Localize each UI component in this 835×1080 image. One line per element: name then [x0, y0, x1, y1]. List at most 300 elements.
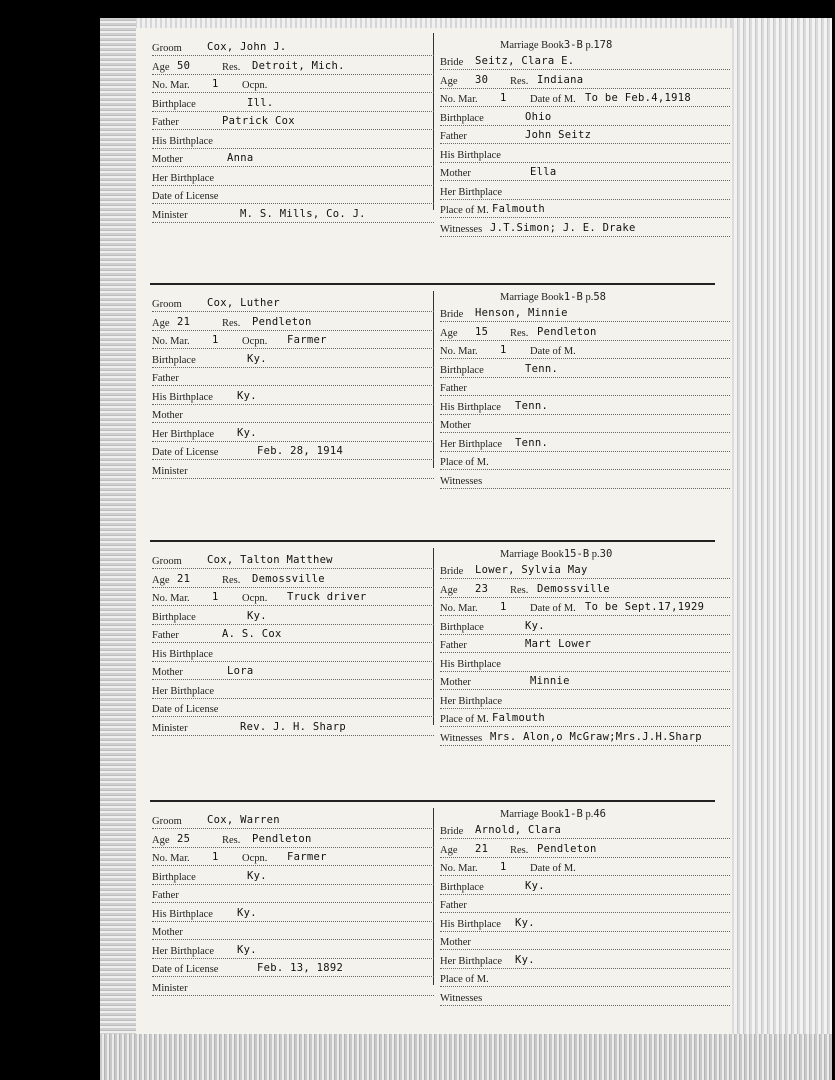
bride-no-mar-value: 1 [500, 601, 507, 613]
bride-field-row [440, 474, 730, 492]
groom-field-row [152, 591, 434, 609]
groom-field-row [152, 647, 434, 665]
field-label: Her Birthplace [440, 186, 503, 198]
bride-no-mar-value: 1 [500, 861, 507, 873]
page-label: p. [591, 549, 600, 560]
groom-field-row [152, 152, 434, 170]
bride-witnesses-value: Mrs. Alon,o McGraw;Mrs.J.H.Sharp [490, 730, 702, 743]
bride-field-row [440, 326, 730, 344]
field-label: His Birthplace [440, 918, 501, 930]
field-label: Res. [510, 75, 529, 87]
groom-field-row [152, 408, 434, 426]
field-label: His Birthplace [440, 658, 501, 670]
groom-field-row [152, 573, 434, 591]
card-separator-line [150, 540, 715, 542]
field-label: Res. [222, 574, 241, 586]
dotted-rule [152, 605, 434, 606]
bride-mother-value: Ella [530, 166, 557, 178]
dotted-rule [152, 311, 434, 312]
groom-field-row [152, 97, 434, 115]
groom-field-row [152, 684, 434, 702]
groom-birthplace-value: Ky. [247, 609, 267, 622]
dotted-rule [152, 828, 434, 829]
groom-his-birthplace-value: Ky. [237, 389, 257, 402]
dotted-rule [440, 432, 730, 433]
groom-res-value: Demossville [252, 572, 325, 585]
field-label: Father [152, 373, 179, 384]
groom-res-value: Pendleton [252, 832, 312, 845]
scan-edge-left [100, 18, 136, 1080]
field-label: Birthplace [152, 871, 196, 883]
bride-field-row [440, 92, 730, 110]
dotted-rule [152, 587, 434, 588]
bride-birthplace-value: Tenn. [525, 362, 559, 375]
groom-no-mar-value: 1 [212, 334, 219, 346]
card-separator-line [150, 800, 715, 802]
marriage-book-ref [500, 291, 606, 303]
dotted-rule [440, 106, 730, 107]
dotted-rule [152, 55, 434, 56]
bride-field-row [440, 675, 730, 693]
bride-res-value: Pendleton [537, 325, 597, 338]
groom-name-value: Cox, Warren [207, 814, 280, 826]
dotted-rule [152, 642, 434, 643]
field-label: No. Mar. [152, 80, 190, 91]
groom-minister-value: Rev. J. H. Sharp [240, 720, 346, 733]
bride-name-value: Seitz, Clara E. [475, 55, 575, 67]
field-label: Place of M. [440, 457, 489, 468]
bride-field-row [440, 972, 730, 990]
dotted-rule [440, 488, 730, 489]
dotted-rule [440, 358, 730, 359]
field-label: Father [152, 630, 179, 641]
dotted-rule [152, 939, 434, 940]
bride-birthplace-value: Ky. [525, 879, 545, 892]
groom-minister-value: M. S. Mills, Co. J. [240, 207, 366, 220]
field-label: No. Mar. [152, 853, 190, 864]
bride-field-row [440, 166, 730, 184]
groom-field-row [152, 60, 434, 78]
marriage-book-ref [500, 548, 612, 560]
dotted-rule [152, 679, 434, 680]
bride-field-row [440, 185, 730, 203]
groom-field-row [152, 851, 434, 869]
dotted-rule [152, 367, 434, 368]
field-label: Age [152, 834, 170, 846]
bride-field-row [440, 712, 730, 730]
field-label: Ocpn. [242, 80, 268, 91]
bride-her-birthplace-value: Tenn. [515, 436, 549, 449]
groom-field-row [152, 870, 434, 888]
groom-field-row [152, 721, 434, 739]
page-label: p. [585, 809, 594, 820]
field-label: No. Mar. [440, 863, 478, 874]
dotted-rule [440, 745, 730, 746]
bride-field-row [440, 694, 730, 712]
dotted-rule [440, 199, 730, 200]
groom-birthplace-value: Ill. [247, 96, 274, 109]
bride-date-of-m-value: To be Sept.17,1929 [585, 601, 705, 613]
bride-field-row [440, 203, 730, 221]
groom-no-mar-value: 1 [212, 851, 219, 863]
field-label: Bride [440, 309, 464, 320]
dotted-rule [152, 166, 434, 167]
marriage-card [150, 800, 715, 1015]
marriage-book-label: Marriage Book [500, 549, 564, 560]
dotted-rule [440, 1005, 730, 1006]
bride-his-birthplace-value: Ky. [515, 916, 535, 929]
field-label: No. Mar. [440, 346, 478, 357]
bride-name-value: Arnold, Clara [475, 824, 562, 836]
page-value: 30 [599, 548, 613, 560]
groom-field-row [152, 907, 434, 925]
dotted-rule [152, 921, 434, 922]
dotted-rule [152, 111, 434, 112]
field-label: Father [152, 890, 179, 901]
dotted-rule [440, 597, 730, 598]
field-label: No. Mar. [152, 336, 190, 347]
groom-ocpn-value: Farmer [287, 334, 327, 346]
field-label: Mother [152, 667, 183, 678]
field-label: His Birthplace [152, 908, 213, 920]
bride-age-value: 30 [475, 73, 489, 86]
field-label: Date of License [152, 191, 219, 202]
field-label: Groom [152, 299, 182, 310]
field-label: Age [440, 844, 458, 856]
groom-field-row [152, 665, 434, 683]
dotted-rule [152, 148, 434, 149]
dotted-rule [152, 478, 434, 479]
field-label: Res. [222, 834, 241, 846]
field-label: Place of M. [440, 714, 489, 725]
field-label: Res. [222, 317, 241, 329]
dotted-rule [440, 634, 730, 635]
bride-field-row [440, 731, 730, 749]
field-label: Father [440, 383, 467, 394]
field-label: Mother [440, 677, 471, 688]
dotted-rule [440, 652, 730, 653]
groom-field-row [152, 554, 434, 572]
page-label: p. [585, 292, 594, 303]
dotted-rule [152, 976, 434, 977]
bride-father-value: John Seitz [525, 129, 592, 141]
field-label: Mother [152, 154, 183, 165]
bride-field-row [440, 824, 730, 842]
groom-age-value: 25 [177, 832, 191, 845]
dotted-rule [440, 451, 730, 452]
dotted-rule [152, 884, 434, 885]
groom-age-value: 21 [177, 315, 191, 328]
groom-birthplace-value: Ky. [247, 869, 267, 882]
field-label: Age [152, 574, 170, 586]
dotted-rule [152, 902, 434, 903]
bride-field-row [440, 917, 730, 935]
page-value: 58 [593, 291, 606, 303]
dotted-rule [440, 321, 730, 322]
field-label: His Birthplace [152, 648, 213, 660]
marriage-card [150, 283, 715, 498]
groom-field-row [152, 390, 434, 408]
groom-her-birthplace-value: Ky. [237, 426, 257, 439]
marriage-card [150, 540, 715, 755]
bride-name-value: Lower, Sylvia May [475, 564, 588, 576]
bride-name-value: Henson, Minnie [475, 307, 568, 319]
dotted-rule [440, 69, 730, 70]
field-label: Witnesses [440, 992, 483, 1004]
groom-field-row [152, 316, 434, 334]
field-label: Date of M. [530, 94, 576, 105]
field-label: Mother [152, 410, 183, 421]
dotted-rule [152, 422, 434, 423]
groom-field-row [152, 981, 434, 999]
bride-field-row [440, 55, 730, 73]
bride-field-row [440, 898, 730, 916]
bride-field-row [440, 564, 730, 582]
groom-field-row [152, 171, 434, 189]
dotted-rule [152, 698, 434, 699]
groom-her-birthplace-value: Ky. [237, 943, 257, 956]
bride-field-row [440, 935, 730, 953]
groom-field-row [152, 427, 434, 445]
field-label: Date of M. [530, 346, 576, 357]
bride-place-of-m-value: Falmouth [492, 203, 545, 215]
field-label: Birthplace [440, 112, 484, 124]
field-label: Mother [152, 927, 183, 938]
dotted-rule [152, 385, 434, 386]
field-label: Father [152, 117, 179, 128]
dotted-rule [440, 838, 730, 839]
marriage-book-label: Marriage Book [500, 809, 564, 820]
field-label: Birthplace [440, 364, 484, 376]
field-label: Place of M. [440, 205, 489, 216]
groom-field-row [152, 628, 434, 646]
groom-age-value: 21 [177, 572, 191, 585]
field-label: Her Birthplace [440, 955, 503, 967]
field-label: Her Birthplace [440, 438, 503, 450]
groom-no-mar-value: 1 [212, 78, 219, 90]
bride-no-mar-value: 1 [500, 344, 507, 356]
marriage-book-label: Marriage Book [500, 40, 564, 51]
field-label: Age [440, 327, 458, 339]
field-label: Her Birthplace [152, 945, 215, 957]
dotted-rule [440, 912, 730, 913]
marriage-card [150, 25, 715, 240]
field-label: Ocpn. [242, 336, 268, 347]
field-label: Groom [152, 556, 182, 567]
field-label: Bride [440, 566, 464, 577]
groom-ocpn-value: Truck driver [287, 591, 367, 603]
dotted-rule [440, 377, 730, 378]
bride-field-row [440, 455, 730, 473]
page-value: 46 [593, 808, 606, 820]
dotted-rule [440, 875, 730, 876]
groom-name-value: Cox, Luther [207, 297, 280, 309]
field-label: Witnesses [440, 475, 483, 487]
dotted-rule [152, 185, 434, 186]
field-label: Res. [222, 61, 241, 73]
dotted-rule [152, 74, 434, 75]
field-label: Bride [440, 57, 464, 68]
page-value: 178 [593, 39, 613, 51]
dotted-rule [152, 404, 434, 405]
groom-ocpn-value: Farmer [287, 851, 327, 863]
bride-field-row [440, 861, 730, 879]
groom-field-row [152, 464, 434, 482]
groom-mother-value: Anna [227, 152, 254, 164]
groom-field-row [152, 610, 434, 628]
dotted-rule [440, 578, 730, 579]
dotted-rule [440, 671, 730, 672]
bride-res-value: Demossville [537, 582, 610, 595]
field-label: His Birthplace [440, 149, 501, 161]
bride-field-row [440, 129, 730, 147]
groom-date-of-license-value: Feb. 28, 1914 [257, 445, 344, 457]
field-label: Date of License [152, 964, 219, 975]
bride-field-row [440, 583, 730, 601]
dotted-rule [152, 92, 434, 93]
bride-age-value: 21 [475, 842, 489, 855]
groom-field-row [152, 371, 434, 389]
scan-edge-bottom [100, 1034, 832, 1080]
dotted-rule [152, 203, 434, 204]
bride-date-of-m-value: To be Feb.4,1918 [585, 92, 691, 104]
marriage-book-ref [500, 808, 606, 820]
groom-res-value: Detroit, Mich. [252, 59, 345, 72]
bride-field-row [440, 344, 730, 362]
field-label: Birthplace [152, 611, 196, 623]
marriage-book-label: Marriage Book [500, 292, 564, 303]
dotted-rule [440, 414, 730, 415]
field-label: Birthplace [152, 98, 196, 110]
groom-his-birthplace-value: Ky. [237, 906, 257, 919]
groom-field-row [152, 833, 434, 851]
dotted-rule [440, 395, 730, 396]
page-label: p. [585, 40, 594, 51]
groom-field-row [152, 814, 434, 832]
bride-mother-value: Minnie [530, 675, 570, 687]
dotted-rule [440, 162, 730, 163]
dotted-rule [440, 689, 730, 690]
field-label: His Birthplace [152, 135, 213, 147]
dotted-rule [152, 865, 434, 866]
field-label: Mother [440, 937, 471, 948]
dotted-rule [152, 735, 434, 736]
groom-birthplace-value: Ky. [247, 352, 267, 365]
field-label: Bride [440, 826, 464, 837]
dotted-rule [152, 716, 434, 717]
field-label: Res. [510, 327, 529, 339]
field-label: Father [440, 640, 467, 651]
dotted-rule [440, 857, 730, 858]
dotted-rule [440, 708, 730, 709]
bride-his-birthplace-value: Tenn. [515, 399, 549, 412]
dotted-rule [440, 615, 730, 616]
bride-witnesses-value: J.T.Simon; J. E. Drake [490, 221, 636, 234]
field-label: Place of M. [440, 974, 489, 985]
field-label: Age [152, 61, 170, 73]
bride-field-row [440, 381, 730, 399]
groom-field-row [152, 702, 434, 720]
groom-field-row [152, 445, 434, 463]
field-label: Mother [440, 168, 471, 179]
dotted-rule [440, 340, 730, 341]
bride-her-birthplace-value: Ky. [515, 953, 535, 966]
bride-no-mar-value: 1 [500, 92, 507, 104]
field-label: Birthplace [440, 881, 484, 893]
field-label: Her Birthplace [152, 685, 215, 697]
field-label: Res. [510, 844, 529, 856]
groom-field-row [152, 78, 434, 96]
bride-field-row [440, 620, 730, 638]
field-label: Birthplace [440, 621, 484, 633]
bride-field-row [440, 222, 730, 240]
groom-field-row [152, 189, 434, 207]
bride-field-row [440, 74, 730, 92]
bride-field-row [440, 111, 730, 129]
field-label: Date of M. [530, 603, 576, 614]
bride-age-value: 23 [475, 582, 489, 595]
marriage-book-value: 1-B [563, 291, 583, 303]
field-label: Her Birthplace [152, 428, 215, 440]
field-label: Minister [152, 209, 188, 221]
field-label: Father [440, 131, 467, 142]
dotted-rule [440, 236, 730, 237]
groom-field-row [152, 297, 434, 315]
field-label: Groom [152, 816, 182, 827]
dotted-rule [152, 995, 434, 996]
field-label: No. Mar. [440, 94, 478, 105]
groom-field-row [152, 334, 434, 352]
bride-place-of-m-value: Falmouth [492, 712, 545, 724]
marriage-book-value: 1-B [563, 808, 583, 820]
dotted-rule [152, 222, 434, 223]
dotted-rule [440, 88, 730, 89]
dotted-rule [152, 348, 434, 349]
card-separator-line [150, 283, 715, 285]
field-label: Date of M. [530, 863, 576, 874]
dotted-rule [152, 568, 434, 569]
field-label: Groom [152, 43, 182, 54]
groom-father-value: Patrick Cox [222, 115, 295, 127]
dotted-rule [440, 894, 730, 895]
groom-field-row [152, 944, 434, 962]
bride-birthplace-value: Ky. [525, 619, 545, 632]
field-label: Witnesses [440, 732, 483, 744]
bride-field-row [440, 148, 730, 166]
dotted-rule [440, 180, 730, 181]
bride-age-value: 15 [475, 325, 489, 338]
groom-field-row [152, 115, 434, 133]
bride-field-row [440, 657, 730, 675]
bride-field-row [440, 437, 730, 455]
bride-field-row [440, 954, 730, 972]
field-label: His Birthplace [440, 401, 501, 413]
dotted-rule [440, 726, 730, 727]
bride-res-value: Pendleton [537, 842, 597, 855]
dotted-rule [152, 958, 434, 959]
dotted-rule [440, 217, 730, 218]
groom-father-value: A. S. Cox [222, 628, 282, 640]
dotted-rule [440, 968, 730, 969]
field-label: Minister [152, 982, 188, 994]
dotted-rule [152, 661, 434, 662]
dotted-rule [440, 931, 730, 932]
bride-field-row [440, 601, 730, 619]
field-label: Birthplace [152, 354, 196, 366]
groom-field-row [152, 888, 434, 906]
marriage-book-value: 3-B [563, 39, 583, 51]
bride-field-row [440, 307, 730, 325]
